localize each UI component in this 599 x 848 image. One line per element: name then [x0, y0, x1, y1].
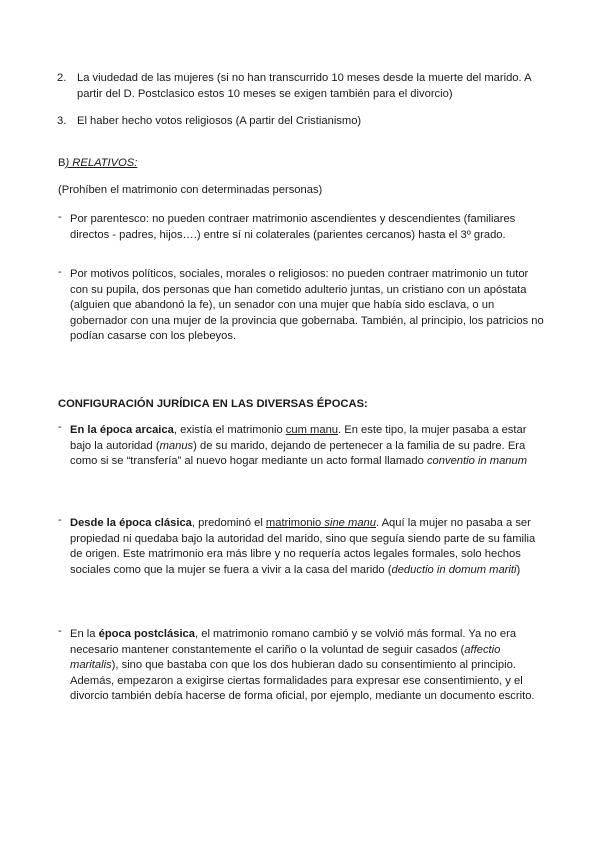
italic-term: deductio in domum mariti [391, 563, 517, 576]
bullet-dash: - [58, 625, 62, 637]
section-heading-relativos [58, 156, 548, 172]
italic-term: affectio maritalis [70, 643, 501, 671]
text-run: ), sino que bastaba con que los dos hubieran dado su consentimiento al principio. Además, empezaron a exigirse ciertas formalidades para expresar ese consentimiento, y el divorcio también debía hacerse de forma oficial, por ejemplo, mediante un documento escrito. [70, 659, 535, 702]
bullet-epoca-postclasica [70, 627, 545, 705]
bold-term: Desde la época clásica [70, 517, 192, 529]
text-run: , existía el matrimonio [173, 424, 286, 436]
bullet-epoca-clasica [70, 516, 545, 578]
bullet-parentesco: Por parentesco: no pueden contraer matrimonio ascendientes y descendientes (familiares directos - padres, hijos….) entre sí ni colaterales (parientes cercanos) hasta el 3º grado. [70, 213, 516, 241]
section-title: ) RELATIVOS: [65, 157, 138, 169]
text-run: . Aquí la mujer no pasaba a ser propiedad ni quedaba bajo la autoridad del marido, sino que seguía siendo parte de su familia de origen. Este matrimonio era más libre y no requería actos legales formales, solo hechos sociales como que la mujer se fuera a vivir a la casa del marido ( [70, 517, 536, 576]
text-run: ) de su marido, dejando de pertenecer a la familia de su padre. Era como si se “transfería” al nuevo hogar mediante un acto formal llamado [70, 439, 526, 467]
item-text-votos: El haber hecho votos religiosos (A partir del Cristianismo) [77, 115, 362, 127]
bold-term: época postclásica [98, 628, 195, 640]
text-run: En la [70, 628, 99, 640]
italic-term: manus [159, 439, 194, 452]
section-letter: B [58, 157, 66, 169]
config-heading: CONFIGURACIÓN JURÍDICA EN LAS DIVERSAS ÉPOCAS: [58, 398, 368, 410]
text-run: , el matrimonio romano cambió y se volvió más formal. Ya no era necesario mantener constantemente el cariño o la voluntad de seguir casados ( [70, 628, 517, 656]
item-number: 2. [57, 72, 67, 84]
bullet-dash: - [58, 211, 62, 223]
text-run: ) [516, 563, 521, 576]
bullet-dash: - [58, 514, 62, 526]
underlined-term: cum manu [285, 424, 339, 436]
text-run: , predominó el [191, 517, 266, 529]
bullet-motivos: Por motivos políticos, sociales, morales o religiosos: no pueden contraer matrimonio un tutor con su pupila, dos personas que han cometido adulterio juntas, un cristiano con un apóstata (alguien que abandonó la fe), un senador con una mujer que había sido esclava, o un gobernador con una mujer de la provincia que gobernaba. También, al principio, los patricios no podían casarse con los plebeyos. [70, 268, 544, 342]
bold-term: En la época arcaica [70, 424, 174, 436]
bullet-dash: - [58, 266, 62, 278]
relativos-intro: (Prohíben el matrimonio con determinadas personas) [58, 184, 323, 196]
underlined-term: matrimonio [265, 517, 325, 529]
item-text-viudedad: La viudedad de las mujeres (si no han transcurrido 10 meses desde la muerte del marido. A partir del D. Postclasico estos 10 meses se exigen también para el divorcio) [77, 72, 531, 100]
underlined-italic-term: sine manu [324, 517, 376, 529]
text-run: . En este tipo, la mujer pasaba a estar bajo la autoridad ( [70, 424, 527, 452]
item-number: 3. [57, 115, 67, 127]
bullet-epoca-arcaica [70, 423, 545, 470]
bullet-dash: - [58, 421, 62, 433]
italic-term: conventio in manum [426, 455, 528, 467]
